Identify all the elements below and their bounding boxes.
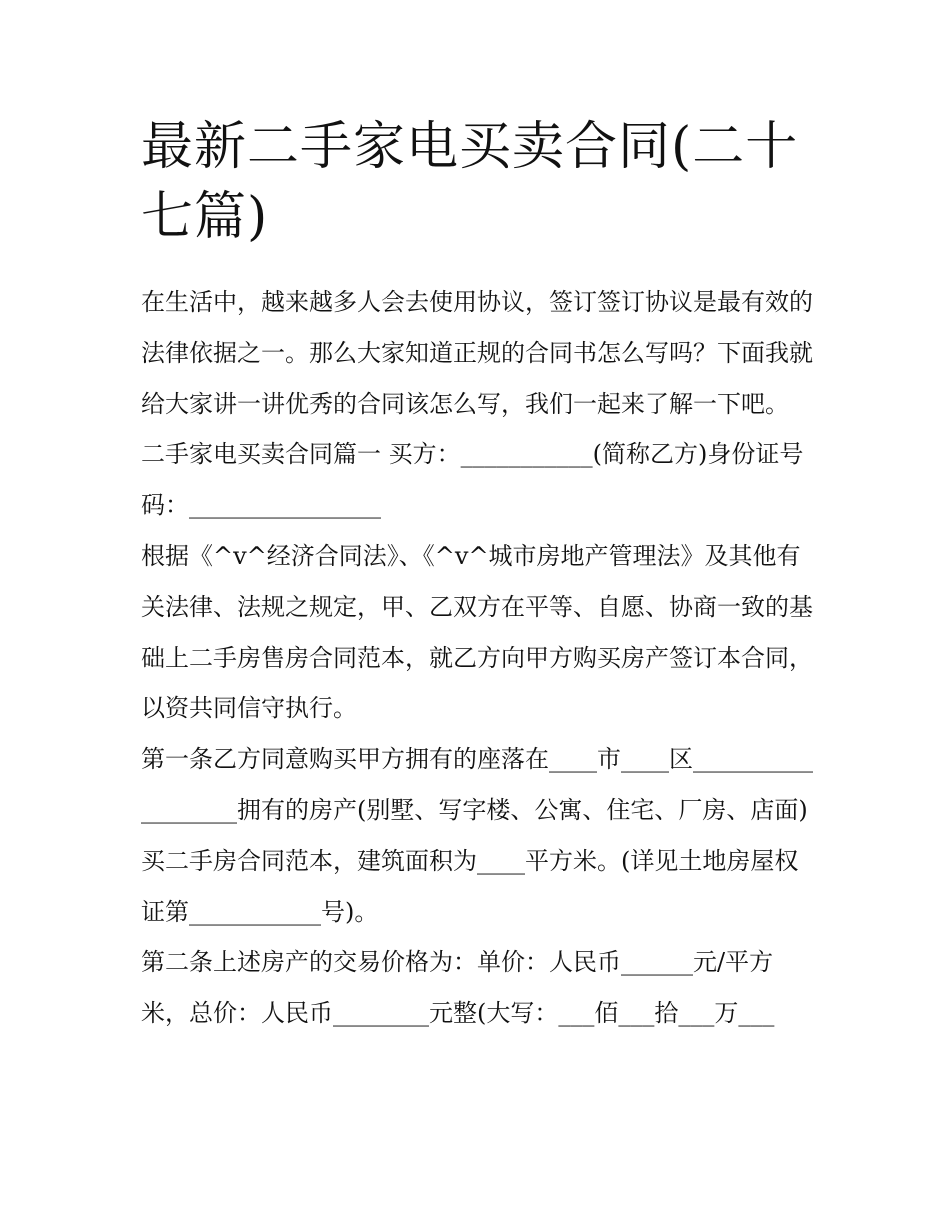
document-title: 最新二手家电买卖合同(二十七篇) <box>141 117 799 247</box>
document-content <box>141 112 813 1039</box>
legal-basis-paragraph: 根据《^v^经济合同法》、《^v^城市房地产管理法》及其他有关法律、法规之规定，甲、乙双方在平等、自愿、协商一致的基础上二手房售房合同范本，就乙方向甲方购买房产签订本合同，以资共同信守执行。 <box>141 541 813 723</box>
document-body <box>141 277 813 1039</box>
buyer-info-paragraph: 二手家电买卖合同篇一 买方：___________(简称乙方)身份证号码：________________ <box>141 440 804 520</box>
intro-paragraph: 在生活中，越来越多人会去使用协议，签订签订协议是最有效的法律依据之一。那么大家知道正规的合同书怎么写吗？下面我就给大家讲一讲优秀的合同该怎么写，我们一起来了解一下吧。 <box>141 288 813 418</box>
article-two-paragraph: 第二条上述房产的交易价格为：单价：人民币______元/平方米，总价：人民币________元整(大写：___佰___拾___万___ <box>141 948 775 1028</box>
article-one-paragraph: 第一条乙方同意购买甲方拥有的座落在____市____区__________________拥有的房产(别墅、写字楼、公寓、住宅、厂房、店面)买二手房合同范本，建筑面积为____平方米。(详见土地房屋权证第___________号)。 <box>141 745 813 926</box>
